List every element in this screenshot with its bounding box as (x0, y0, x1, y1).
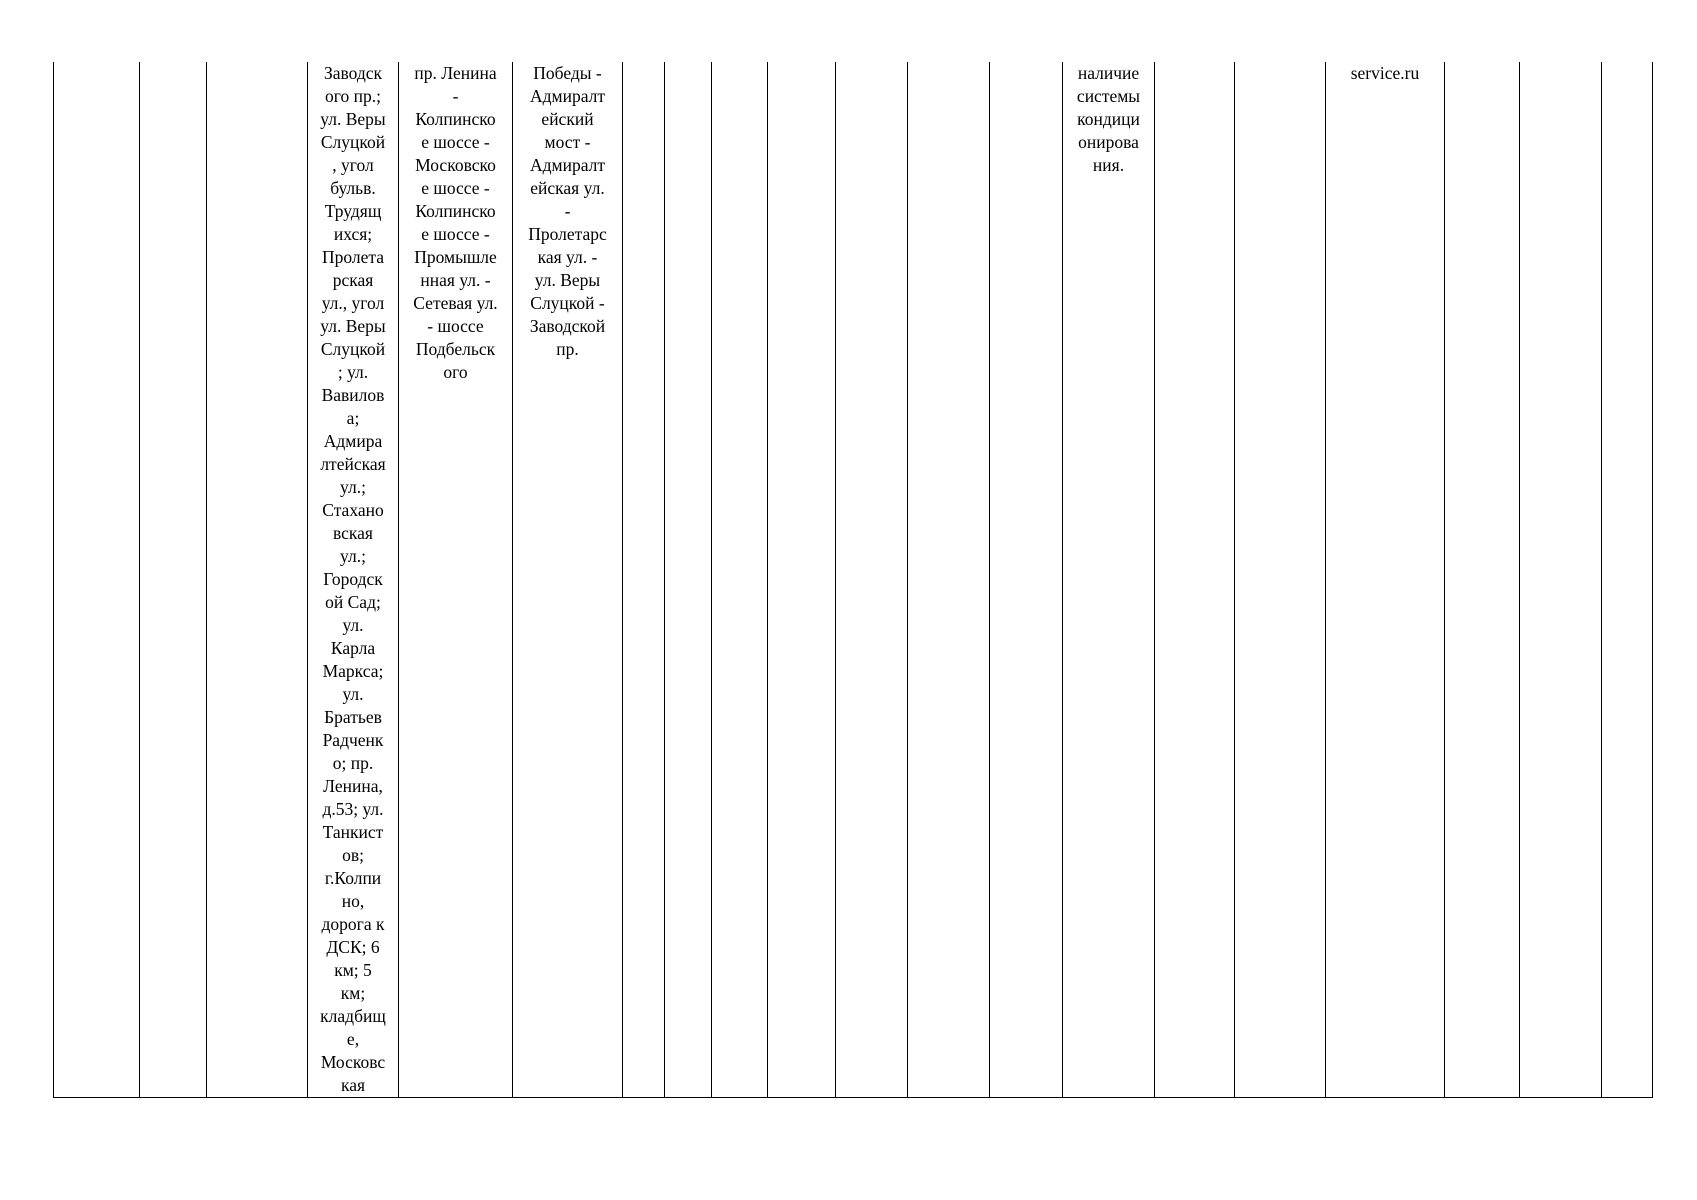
table-cell (140, 62, 207, 1098)
table-cell (1602, 62, 1653, 1098)
table-cell (623, 62, 665, 1098)
table-cell (1235, 62, 1326, 1098)
table-cell (665, 62, 712, 1098)
air-conditioning-cell-text: наличие системы кондици онирова ния. (1076, 63, 1141, 175)
table-cell (513, 62, 623, 1098)
table-cell (908, 62, 990, 1098)
table-cell (399, 62, 513, 1098)
stops-cell-text: Заводск ого пр.; ул. Веры Слуцкой , угол бульв. Трудящ ихся; Пролета рская ул., угол ул. Веры Слуцкой ; ул. Вавилов а; Адмира лтейская ул.; Стахано вская ул.; Городск ой Сад; ул. Карла Маркса; ул. Братьев Радченк о; пр. Ленина, д.53; ул. Танкист ов; г.Колпи но, дорога к ДСК; 6 км; 5 км; кладбищ е, Московс кая (320, 63, 386, 1095)
table-cell (207, 62, 308, 1098)
route-forward-cell-text: пр. Ленина - Колпинско е шоссе - Московско е шоссе - Колпинско е шоссе - Промышле нная ул. - Сетевая ул. - шоссе Подбельск ого (413, 63, 498, 382)
table-cell (1445, 62, 1520, 1098)
route-backward-cell-text: Победы - Адмиралт ейский мост - Адмиралт ейская ул. - Пролетарс кая ул. - ул. Веры Слуцкой - Заводской пр. (528, 63, 607, 359)
website-cell-text: service.ru (1350, 63, 1420, 83)
table-cell (54, 62, 140, 1098)
table-cell (712, 62, 768, 1098)
table-cell (1326, 62, 1445, 1098)
table-cell (990, 62, 1063, 1098)
table-cell (1155, 62, 1235, 1098)
table-row (54, 62, 1653, 1098)
data-table (53, 62, 1653, 1098)
table-cell (1520, 62, 1602, 1098)
table-cell (1063, 62, 1155, 1098)
table-cell (836, 62, 908, 1098)
table-cell (768, 62, 836, 1098)
table-cell (308, 62, 399, 1098)
